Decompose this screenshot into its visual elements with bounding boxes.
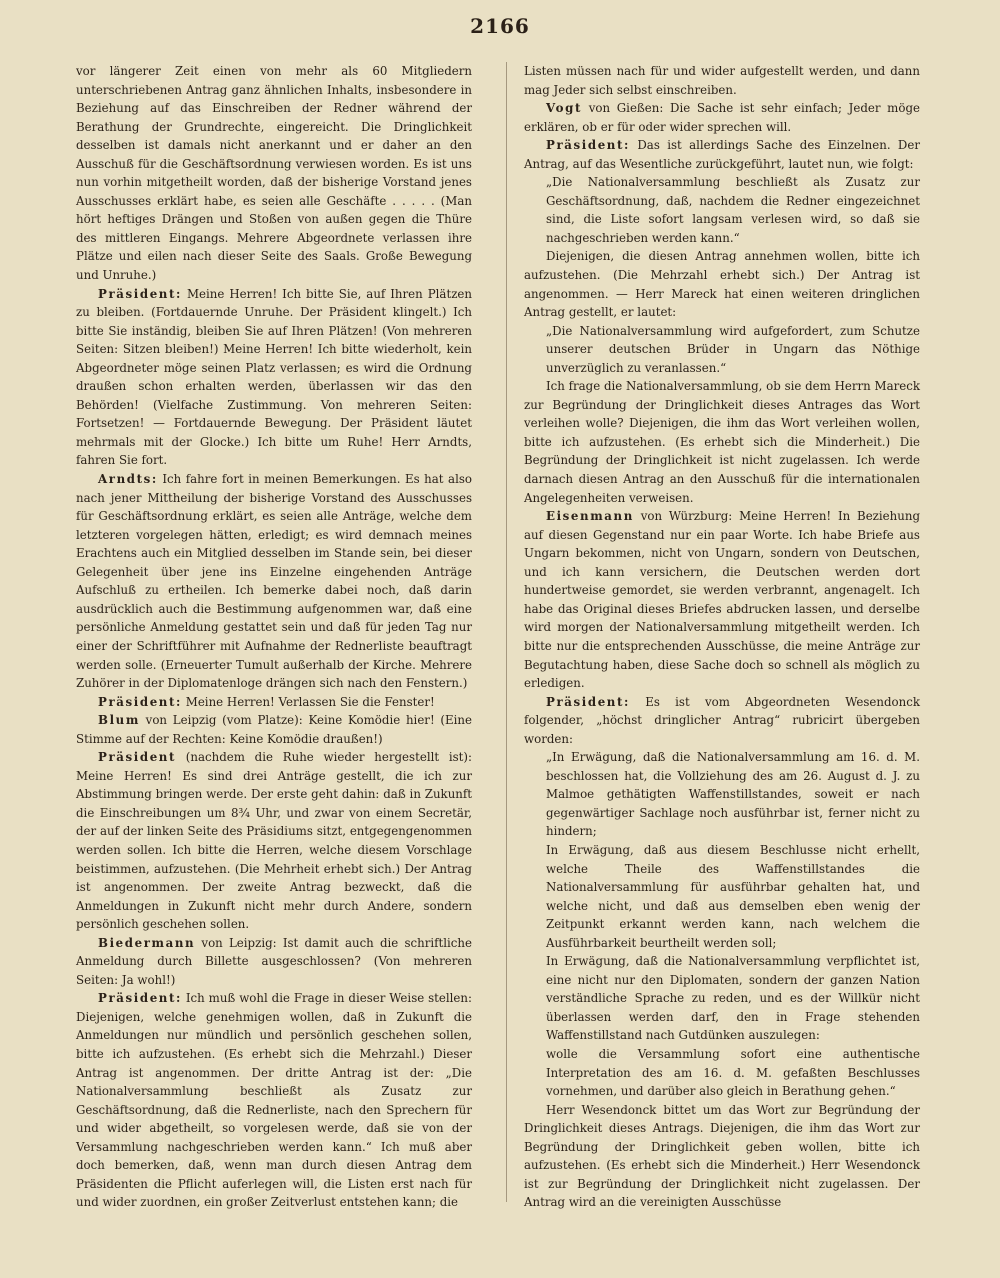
speaker-name: Eisenmann (546, 509, 634, 524)
paragraph-text: „Die Nationalversammlung beschließt als Zusatz zur Geschäftsordnung, daß, nachdem die Redner eingezeichnet sind, die Liste sofort langsam verlesen wird, so daß sie nachgeschrieben werden kann.“ (546, 175, 920, 245)
quoted-motion (524, 841, 920, 952)
paragraph-text: Diejenigen, die diesen Antrag annehmen wollen, bitte ich aufzustehen. (Die Mehrzahl erhebt sich.) Der Antrag ist angenommen. — Herr Mareck hat einen weiteren dringlichen Antrag gestellt, er lautet: (524, 249, 920, 320)
paragraph-text: (nachdem die Ruhe wieder hergestellt ist): Meine Herren! Es sind drei Anträge gestellt, die ich zur Abstimmung bringen werde. Der erste geht dahin: daß in Zukunft die Einschreibungen um 8¾ Uhr, und zwar von einem Secretär, der auf der linken Seite des Präsidiums sitzt, entgegengenommen werden sollen. Ich bitte die Herren, welche diesem Vorschlage beistimmen, aufzustehen. (Die Mehrheit erhebt sich.) Der Antrag ist angenommen. Der zweite Antrag bezweckt, daß die Anmeldungen in Zukunft nicht mehr durch Andere, sondern persönlich geschehen sollen. (76, 750, 472, 932)
paragraph-text: Listen müssen nach für und wider aufgestellt werden, und dann mag Jeder sich selbst einschreiben. (524, 64, 920, 97)
speaker-name: Blum (98, 713, 140, 728)
speech-paragraph (76, 748, 472, 933)
paragraph-text: Meine Herren! Ich bitte Sie, auf Ihren Plätzen zu bleiben. (Fortdauernde Unruhe. Der Präsident klingelt.) Ich bitte Sie inständig, bleiben Sie auf Ihren Plätzen! (Von mehreren Seiten: Sitzen bleiben!) Meine Herren! Ich bitte wiederholt, kein Abgeordneter möge seinen Platz verlassen; es wird die Ordnung draußen schon erhalten werden, überlassen wir das den Behörden! (Vielfache Zustimmung. Von mehreren Seiten: Fortsetzen! — Fortdauernde Bewegung. Der Präsident läutet mehrmals mit der Glocke.) Ich bitte um Ruhe! Herr Arndts, fahren Sie fort. (76, 286, 472, 468)
column-divider (506, 62, 507, 1202)
speech-paragraph (524, 99, 920, 136)
text-paragraph (524, 247, 920, 321)
speech-paragraph (76, 989, 472, 1212)
text-paragraph (524, 377, 920, 507)
text-paragraph (524, 1101, 920, 1212)
paragraph-text: wolle die Versammlung sofort eine authentische Interpretation des am 16. d. M. gefaßten Beschlusses vornehmen, und darüber also gleich in Berathung gehen.“ (546, 1046, 920, 1099)
speaker-name: Arndts: (98, 472, 158, 487)
speech-paragraph (76, 711, 472, 748)
paragraph-text: von Würzburg: Meine Herren! In Beziehung auf diesen Gegenstand nur ein paar Worte. Ich habe Briefe aus Ungarn bekommen, nicht von Ungarn, sondern von Deutschen, und ich kann versichern, die Deutschen werden dort hundertweise gemordet, sie werden verbrannt, angenagelt. Ich habe das Original dieses Briefes abdrucken lassen, und derselbe wird morgen der Nationalversammlung mitgetheilt werden. Ich bitte nur die entsprechenden Ausschüsse, die meine Anträge zur Begutachtung haben, diese Sache doch so schnell als möglich zu erledigen. (524, 509, 920, 691)
page-number: 2166 (470, 14, 530, 38)
right-column (524, 62, 920, 1212)
paragraph-text: Meine Herren! Verlassen Sie die Fenster! (182, 694, 435, 709)
speaker-name: Präsident (98, 750, 177, 765)
paragraph-text: In Erwägung, daß die Nationalversammlung verpflichtet ist, eine nicht nur den Diplomaten, sondern der ganzen Nation verständliche Sprache zu reden, und es der Willkür nicht überlassen werden darf, den in Frage stehenden Waffenstillstand nach Gutdünken auszulegen: (546, 954, 920, 1043)
quoted-motion (524, 173, 920, 247)
speaker-name: Präsident: (98, 286, 182, 301)
text-paragraph (524, 62, 920, 99)
speech-paragraph (76, 285, 472, 470)
quoted-motion (524, 952, 920, 1045)
speaker-name: Präsident: (98, 991, 182, 1006)
quoted-motion (524, 322, 920, 378)
speech-paragraph (524, 507, 920, 692)
left-column (76, 62, 472, 1212)
paragraph-text: Ich fahre fort in meinen Bemerkungen. Es hat also nach jener Mittheilung der bisherige Vorstand des Ausschusses für Geschäftsordnung erklärt, es seien alle Anträge, welche dem letzteren vorgelegen hätten, erledigt; es wird demnach meines Erachtens auch ein Mitglied desselben im Stande sein, bei dieser Gelegenheit über jene ins Einzelne eingehenden Anträge Aufschluß zu ertheilen. Ich bemerke dabei noch, daß darin ausdrücklich auch die Bestimmung aufgenommen war, daß eine persönliche Anmeldung gestattet sein und daß für jeden Tag nur einer der Schriftführer mit Aufnahme der Rednerliste beauftragt werden solle. (Erneuerter Tumult außerhalb der Kirche. Mehrere Zuhörer in der Diplomatenloge drängen sich nach den Fenstern.) (76, 472, 472, 691)
paragraph-text: Ich muß wohl die Frage in dieser Weise stellen: Diejenigen, welche genehmigen wollen, daß in Zukunft die Anmeldungen nur mündlich und persönlich geschehen sollen, bitte ich aufzustehen. (Es erhebt sich die Mehrzahl.) Dieser Antrag ist angenommen. Der dritte Antrag ist der: „Die Nationalversammlung beschließt als Zusatz zur Geschäftsordnung, daß die Rednerliste, nach den Sprechern für und wider abgetheilt, so vorgelesen werde, daß sie von der Versammlung nachgeschrieben werden kann.“ Ich muß aber doch bemerken, daß, wenn man durch diesen Antrag dem Präsidenten die Pflicht auferlegen will, die Listen erst nach für und wider zuordnen, ein großer Zeitverlust entstehen kann; die (76, 991, 472, 1210)
speaker-name: Präsident: (98, 694, 182, 709)
speech-paragraph (76, 470, 472, 693)
paragraph-text: vor längerer Zeit einen von mehr als 60 Mitgliedern unterschriebenen Antrag ganz ähnlichen Inhalts, insbesondere in Beziehung auf das Einschreiben der Redner während der Berathung der Grundrechte, eingereicht. Die Dringlichkeit desselben ist damals nicht anerkannt und er daher an den Ausschuß für die Geschäftsordnung verwiesen worden. Es ist uns nun vorhin mitgetheilt worden, daß der bisherige Vorstand jenes Ausschusses erklärt habe, es seien alle Geschäfte . . . . . (Man hört heftiges Drängen und Stoßen von außen gegen die Thüre des mittleren Eingangs. Mehrere Abgeordnete verlassen ihre Plätze und eilen nach dieser Seite des Saals. Große Bewegung und Unruhe.) (76, 64, 472, 283)
paragraph-text: von Gießen: Die Sache ist sehr einfach; Jeder möge erklären, ob er für oder wider sprechen will. (524, 101, 920, 134)
speaker-name: Präsident: (546, 138, 630, 153)
quoted-motion (524, 1045, 920, 1101)
speech-paragraph (76, 934, 472, 990)
speech-paragraph (76, 693, 472, 712)
quoted-motion (524, 748, 920, 841)
paragraph-text: In Erwägung, daß aus diesem Beschlusse nicht erhellt, welche Theile des Waffenstillstandes die Nationalversammlung für ausführbar gehalten hat, und welche nicht, und daß aus demselben eben wenig der Zeitpunkt erkannt werden kann, nach welchem die Ausführbarkeit beurtheilt werden soll; (546, 842, 920, 950)
paragraph-text: von Leipzig (vom Platze): Keine Komödie hier! (Eine Stimme auf der Rechten: Keine Komödie draußen!) (76, 713, 472, 746)
paragraph-text: Ich frage die Nationalversammlung, ob sie dem Herrn Mareck zur Begründung der Dringlichkeit dieses Antrages das Wort verleihen wolle? Diejenigen, die ihm das Wort verleihen wollen, bitte ich aufzustehen. (Es erhebt sich die Minderheit.) Die Begründung der Dringlichkeit ist nicht zugelassen. Ich werde darnach diesen Antrag an den Ausschuß für die internationalen Angelegenheiten verweisen. (524, 379, 920, 505)
speech-paragraph (524, 136, 920, 173)
paragraph-text: Herr Wesendonck bittet um das Wort zur Begründung der Dringlichkeit dieses Antrags. Diejenigen, die ihm das Wort zur Begründung der Dringlichkeit geben wollen, bitte ich aufzustehen. (Es erhebt sich die Minderheit.) Herr Wesendonck ist zur Begründung der Dringlichkeit nicht zugelassen. Der Antrag wird an die vereinigten Ausschüsse (524, 1102, 920, 1210)
paragraph-text: Das ist allerdings Sache des Einzelnen. Der Antrag, auf das Wesentliche zurückgeführt, lautet nun, wie folgt: (524, 138, 920, 171)
paragraph-text: „In Erwägung, daß die Nationalversammlung am 16. d. M. beschlossen hat, die Vollziehung des am 26. August d. J. zu Malmoe gethätigten Waffenstillstandes, soweit er nach gegenwärtiger Sachlage noch ausführbar ist, ferner nicht zu hindern; (546, 750, 920, 839)
speaker-name: Vogt (546, 101, 583, 116)
paragraph-text: Es ist vom Abgeordneten Wesendonck folgender, „höchst dringlicher Antrag“ rubricirt übergeben worden: (524, 694, 920, 746)
paragraph-text: „Die Nationalversammlung wird aufgefordert, zum Schutze unserer deutschen Brüder in Ungarn das Nöthige unverzüglich zu veranlassen.“ (546, 323, 920, 375)
speaker-name: Biedermann (98, 935, 196, 950)
text-paragraph (76, 62, 472, 285)
paragraph-text: von Leipzig: Ist damit auch die schriftliche Anmeldung durch Billette ausgeschlossen? (Von mehreren Seiten: Ja wohl!) (76, 935, 472, 987)
speaker-name: Präsident: (546, 694, 630, 709)
speech-paragraph (524, 693, 920, 749)
